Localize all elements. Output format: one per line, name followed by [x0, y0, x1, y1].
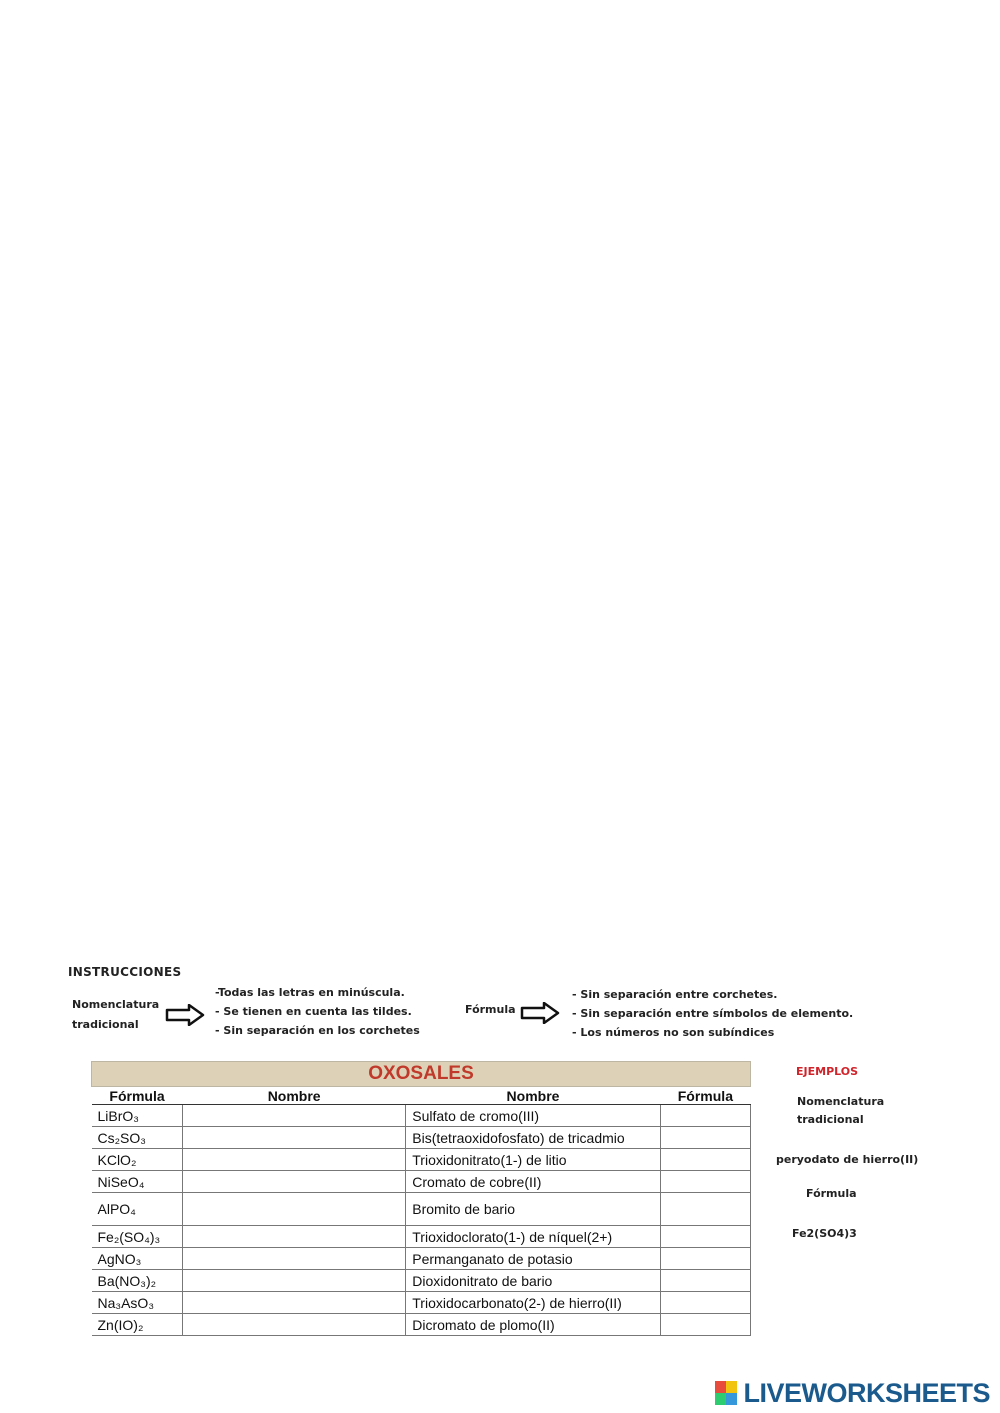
table-row: [92, 1149, 751, 1171]
formula-answer-field[interactable]: [660, 1226, 750, 1248]
name-answer-field[interactable]: [183, 1314, 406, 1336]
name-answer-field[interactable]: [183, 1171, 406, 1193]
formula-cell: Fe₂(SO₄)₃: [92, 1226, 183, 1248]
nomenclature-label: [72, 995, 159, 1035]
formula-answer-field[interactable]: [660, 1314, 750, 1336]
table-title: OXOSALES: [92, 1062, 751, 1087]
table-row: [92, 1226, 751, 1248]
formula-cell: KClO₂: [92, 1149, 183, 1171]
name-cell: Trioxidoclorato(1-) de níquel(2+): [406, 1226, 660, 1248]
oxosales-table: [91, 1061, 751, 1336]
name-cell: Dicromato de plomo(II): [406, 1314, 660, 1336]
table-row: [92, 1270, 751, 1292]
header-name: Nombre: [406, 1087, 660, 1105]
nomenclature-label-line2: tradicional: [72, 1018, 139, 1031]
name-cell: Dioxidonitrato de bario: [406, 1270, 660, 1292]
nomenclature-rules: [215, 983, 420, 1040]
name-answer-field[interactable]: [183, 1127, 406, 1149]
formula-cell: Cs₂SO₃: [92, 1127, 183, 1149]
example-name: peryodato de hierro(II): [776, 1153, 919, 1166]
brand-name: LIVEWORKSHEETS: [743, 1377, 990, 1408]
name-answer-field[interactable]: [183, 1226, 406, 1248]
examples-label-formula: Fórmula: [806, 1187, 857, 1200]
name-answer-field[interactable]: [183, 1248, 406, 1270]
table-row: [92, 1127, 751, 1149]
table-row: [92, 1105, 751, 1127]
formula-rule: - Los números no son subíndices: [572, 1026, 775, 1039]
formula-cell: LiBrO₃: [92, 1105, 183, 1127]
logo-icon: [715, 1381, 737, 1405]
name-cell: Trioxidonitrato(1-) de litio: [406, 1149, 660, 1171]
formula-cell: Zn(IO)₂: [92, 1314, 183, 1336]
formula-label: Fórmula: [465, 1003, 516, 1016]
nomenclature-label-line1: Nomenclatura: [72, 998, 160, 1011]
table-row: [92, 1171, 751, 1193]
header-name: Nombre: [183, 1087, 406, 1105]
name-cell: Trioxidocarbonato(2-) de hierro(II): [406, 1292, 660, 1314]
example-formula: Fe2(SO4)3: [792, 1227, 857, 1240]
table-row: [92, 1248, 751, 1270]
formula-rule: - Sin separación entre símbolos de elemento.: [572, 1007, 854, 1020]
name-cell: Permanganato de potasio: [406, 1248, 660, 1270]
right-arrow-icon: [520, 1002, 560, 1024]
examples-label-nomenclature: [797, 1093, 884, 1129]
examples-label-line1: Nomenclatura: [797, 1095, 885, 1108]
header-formula: Fórmula: [92, 1087, 183, 1105]
name-cell: Bis(tetraoxidofosfato) de tricadmio: [406, 1127, 660, 1149]
liveworksheets-logo: [715, 1378, 990, 1408]
right-arrow-icon: [165, 1004, 205, 1026]
name-cell: Bromito de bario: [406, 1193, 660, 1226]
formula-cell: Ba(NO₃)₂: [92, 1270, 183, 1292]
name-answer-field[interactable]: [183, 1105, 406, 1127]
formula-answer-field[interactable]: [660, 1292, 750, 1314]
name-answer-field[interactable]: [183, 1149, 406, 1171]
name-cell: Cromato de cobre(II): [406, 1171, 660, 1193]
formula-cell: NiSeO₄: [92, 1171, 183, 1193]
name-answer-field[interactable]: [183, 1193, 406, 1226]
table-row: [92, 1193, 751, 1226]
formula-cell: AlPO₄: [92, 1193, 183, 1226]
header-formula: Fórmula: [660, 1087, 750, 1105]
examples-title: EJEMPLOS: [796, 1065, 859, 1078]
formula-answer-field[interactable]: [660, 1105, 750, 1127]
table-row: [92, 1292, 751, 1314]
name-answer-field[interactable]: [183, 1292, 406, 1314]
examples-label-line2: tradicional: [797, 1113, 864, 1126]
formula-rules: [572, 985, 853, 1042]
formula-answer-field[interactable]: [660, 1248, 750, 1270]
formula-cell: AgNO₃: [92, 1248, 183, 1270]
nomenclature-rule: - Se tienen en cuenta las tildes.: [215, 1005, 412, 1018]
name-cell: Sulfato de cromo(III): [406, 1105, 660, 1127]
nomenclature-rule: - Sin separación en los corchetes: [215, 1024, 420, 1037]
name-answer-field[interactable]: [183, 1270, 406, 1292]
formula-answer-field[interactable]: [660, 1171, 750, 1193]
nomenclature-rule: -Todas las letras en minúscula.: [215, 986, 405, 999]
formula-answer-field[interactable]: [660, 1149, 750, 1171]
instructions-title: INSTRUCCIONES: [68, 965, 182, 979]
formula-answer-field[interactable]: [660, 1270, 750, 1292]
formula-answer-field[interactable]: [660, 1193, 750, 1226]
table-row: [92, 1314, 751, 1336]
formula-cell: Na₃AsO₃: [92, 1292, 183, 1314]
formula-rule: - Sin separación entre corchetes.: [572, 988, 778, 1001]
formula-answer-field[interactable]: [660, 1127, 750, 1149]
